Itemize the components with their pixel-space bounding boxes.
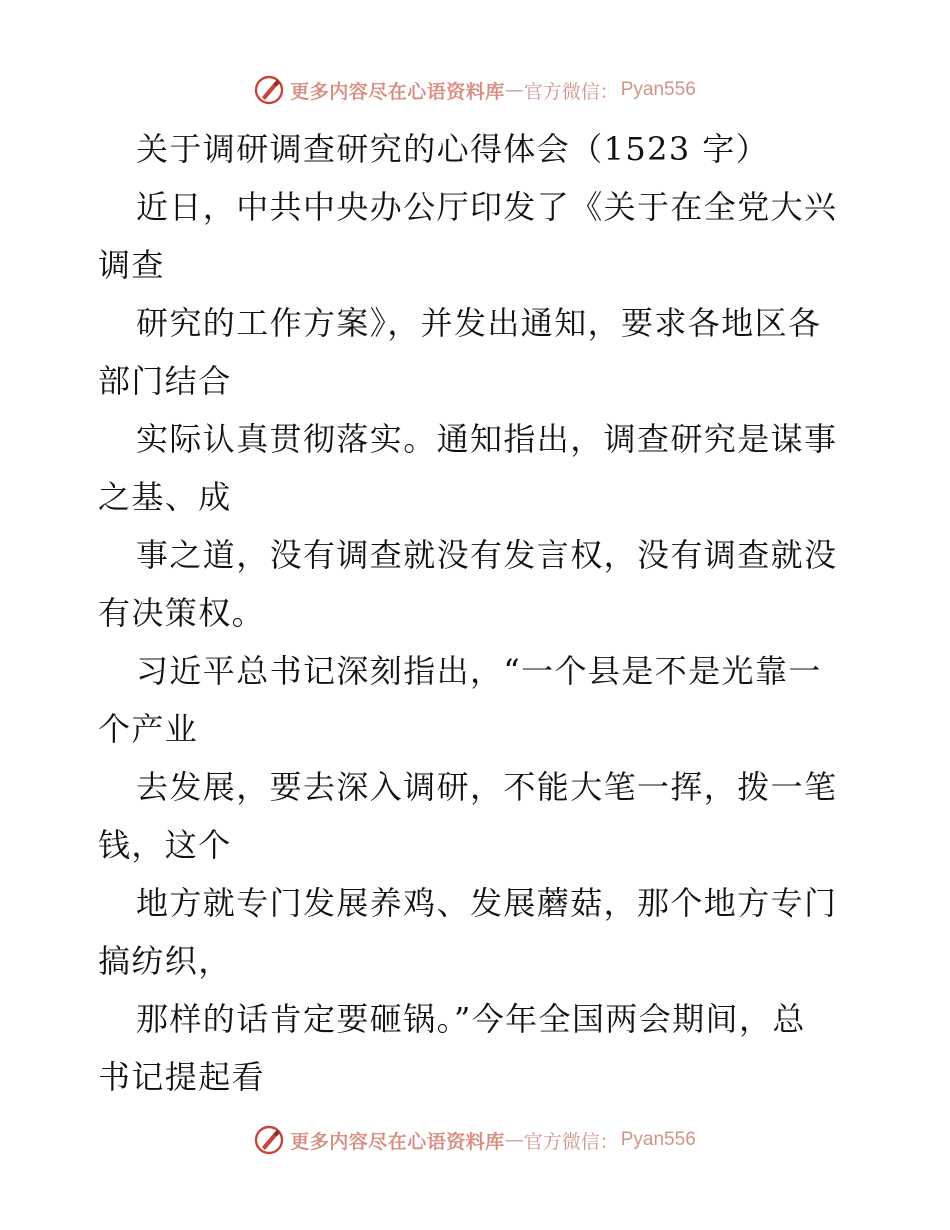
- banner-separator: —: [504, 79, 524, 101]
- banner-wechat-label: 官方微信：: [523, 80, 619, 103]
- text-line: 钱，这个: [98, 826, 232, 864]
- banner-wechat-id: Pyan556: [620, 1129, 696, 1150]
- text-line: 之基、成: [98, 478, 232, 516]
- text-line: 研究的工作方案》，并发出通知，要求各地区各: [136, 304, 822, 342]
- text-line: 事之道，没有调查就没有发言权，没有调查就没: [136, 536, 838, 574]
- document-body: [98, 120, 858, 1106]
- pen-logo-icon: [254, 75, 284, 105]
- text-line: 近日，中共中央办公厅印发了《关于在全党大兴: [136, 188, 838, 226]
- text-line: 搞纺织，: [98, 942, 232, 980]
- text-line: 书记提起看: [98, 1058, 266, 1096]
- text-line: 地方就专门发展养鸡、发展蘑菇，那个地方专门: [136, 884, 838, 922]
- text-line: 部门结合: [98, 362, 232, 400]
- text-line: 那样的话肯定要砸锅。”今年全国两会期间，总: [136, 1000, 806, 1038]
- text-line: 有决策权。: [98, 594, 266, 632]
- banner-text: 更多内容尽在心语资料库: [290, 1130, 505, 1153]
- text-line: 个产业: [98, 710, 199, 748]
- text-line: 实际认真贯彻落实。通知指出，调查研究是谋事: [136, 420, 838, 458]
- header-banner: [0, 70, 950, 110]
- banner-wechat-id: Pyan556: [620, 79, 696, 100]
- banner-text: 更多内容尽在心语资料库: [290, 80, 505, 103]
- text-line: 调查: [98, 246, 165, 284]
- document-title: 关于调研调查研究的心得体会（1523 字）: [136, 130, 770, 168]
- banner-wechat-label: 官方微信：: [523, 1130, 619, 1153]
- text-line: 习近平总书记深刻指出，“一个县是不是光靠一: [136, 652, 822, 690]
- text-line: 去发展，要去深入调研，不能大笔一挥，拨一笔: [136, 768, 838, 806]
- footer-banner: [0, 1120, 950, 1160]
- pen-logo-icon: [254, 1125, 284, 1155]
- banner-separator: —: [504, 1129, 524, 1151]
